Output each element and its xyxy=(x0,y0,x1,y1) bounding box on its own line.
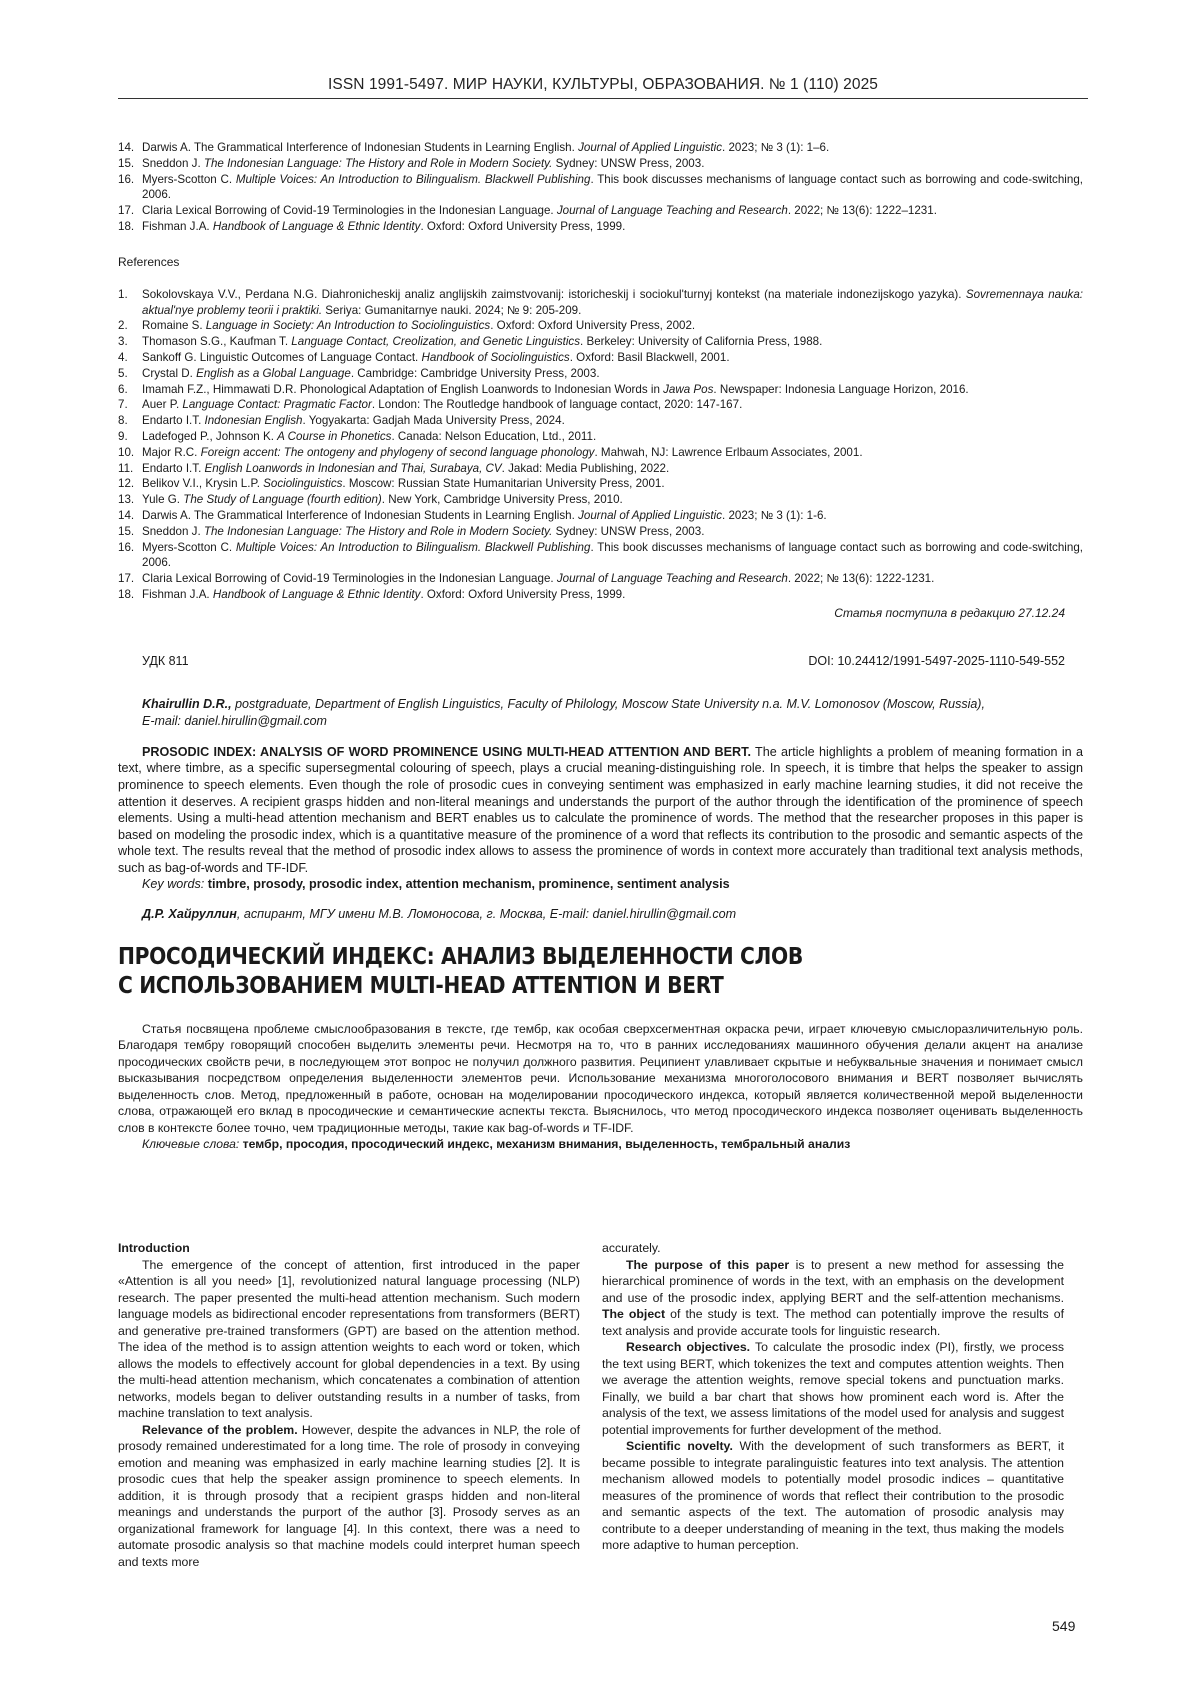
reference-text: Myers-Scotton C. xyxy=(142,173,236,186)
reference-item xyxy=(118,350,1083,366)
content xyxy=(118,140,1083,1152)
reference-publication: . Berkeley: University of California Press, 1988. xyxy=(580,335,822,348)
reference-source-title: Sociolinguistics xyxy=(263,477,342,490)
reference-number: 2. xyxy=(118,318,128,334)
reference-item xyxy=(118,156,1083,172)
article-title-ru xyxy=(118,943,1077,1001)
reference-text: Sneddon J. xyxy=(142,157,204,170)
reference-text: Thomason S.G., Kaufman T. xyxy=(142,335,291,348)
reference-number: 14. xyxy=(118,140,134,156)
reference-text: Darwis A. The Grammatical Interference of Indonesian Students in Learning English. xyxy=(142,141,578,154)
reference-source-title: English Loanwords in Indonesian and Thai, Surabaya, CV xyxy=(205,462,502,475)
reference-number: 12. xyxy=(118,476,134,492)
reference-item xyxy=(118,219,1083,235)
relevance-paragraph xyxy=(118,1422,580,1571)
reference-item xyxy=(118,571,1083,587)
reference-source-title: Handbook of Language & Ethnic Identity xyxy=(213,588,421,601)
reference-number: 11. xyxy=(118,461,133,477)
reference-item xyxy=(118,382,1083,398)
reference-text: Myers-Scotton C. xyxy=(142,541,236,554)
reference-publication: . This book discusses mechanisms of language contact such as borrowing and code-switching, 2006. xyxy=(142,173,1083,202)
author-ru-name: Д.Р. Хайруллин xyxy=(142,907,237,921)
reference-publication: . 2022; № 13(6): 1222-1231. xyxy=(788,572,935,585)
reference-text: Endarto I.T. xyxy=(142,414,205,427)
reference-number: 18. xyxy=(118,219,134,235)
abstract-en-title: PROSODIC INDEX: ANALYSIS OF WORD PROMINENCE USING MULTI-HEAD ATTENTION AND BERT. xyxy=(142,745,751,759)
reference-publication: . Newspaper: Indonesia Language Horizon, 2016. xyxy=(713,383,968,396)
reference-source-title: Foreign accent: The ontogeny and phylogeny of second language phonology xyxy=(201,446,595,459)
reference-item xyxy=(118,203,1083,219)
reference-text: Darwis A. The Grammatical Interference of Indonesian Students in Learning English. xyxy=(142,509,578,522)
reference-source-title: Indonesian English xyxy=(205,414,303,427)
reference-item xyxy=(118,397,1083,413)
reference-number: 3. xyxy=(118,334,128,350)
author-en-name: Khairullin D.R., xyxy=(142,697,232,711)
introduction-heading: Introduction xyxy=(118,1240,580,1257)
abstract-en-text: The article highlights a problem of meaning formation in a text, where timbre, as a specific supersegmental colouring of speech, plays a crucial meaning-distinguishing role. In speech, it is timbre that helps the speaker to assign prominence to speech elements. Even though the role of prosodic cues in conveying sentiment was emphasized in early machine learning studies, it did not receive the attention it deserves. A recipient grasps hidden and non-literal meanings and understands the purport of the author through the identification of the prominence of speech elements. Using a multi-head attention mechanism and BERT enables us to calculate the prominence of words. The method that the researcher proposes in this paper is based on modeling the prosodic index, which is a quantitative measure of the prominence of a word that reflects its contribution to the prosodic and semantic aspects of the whole text. The results reveal that the method of prosodic index allows to assess the prominence of words in context more accurately than traditional text analysis methods, such as bag-of-words and TF-IDF. xyxy=(118,745,1083,875)
reference-text: Belikov V.I., Krysin L.P. xyxy=(142,477,263,490)
reference-item xyxy=(118,429,1083,445)
author-en-affiliation: postgraduate, Department of English Linguistics, Faculty of Philology, Moscow State University n.a. M.V. Lomonosov (Moscow, Russia), xyxy=(232,697,985,711)
reference-number: 15. xyxy=(118,524,134,540)
reference-text: Endarto I.T. xyxy=(142,462,205,475)
reference-publication: . Oxford: Oxford University Press, 1999. xyxy=(420,588,625,601)
reference-item xyxy=(118,172,1083,204)
author-en-email: E-mail: daniel.hirullin@gmail.com xyxy=(142,714,327,728)
reference-publication: . Jakad: Media Publishing, 2022. xyxy=(502,462,670,475)
reference-publication: . 2022; № 13(6): 1222–1231. xyxy=(788,204,937,217)
left-column xyxy=(118,1240,580,1570)
author-ru-text: , аспирант, МГУ имени М.В. Ломоносова, г. Москва, E-mail: daniel.hirullin@gmail.com xyxy=(237,907,736,921)
right-column xyxy=(602,1240,1064,1554)
reference-number: 16. xyxy=(118,172,134,188)
reference-text: Ladefoged P., Johnson K. xyxy=(142,430,277,443)
reference-publication: . Oxford: Oxford University Press, 2002. xyxy=(490,319,695,332)
author-en xyxy=(142,696,1083,730)
object-label: The object xyxy=(602,1307,665,1321)
reference-item xyxy=(118,540,1083,572)
reference-item xyxy=(118,140,1083,156)
reference-publication: . Moscow: Russian State Humanitarian University Press, 2001. xyxy=(342,477,664,490)
reference-source-title: Handbook of Language & Ethnic Identity xyxy=(213,220,421,233)
reference-publication: . This book discusses mechanisms of language contact such as borrowing and code-switching, 2006. xyxy=(142,541,1083,570)
keywords-en-label: Key words: xyxy=(142,877,204,891)
reference-number: 10. xyxy=(118,445,134,461)
reference-number: 6. xyxy=(118,382,128,398)
reference-source-title: The Study of Language (fourth edition) xyxy=(183,493,382,506)
udk: УДК 811 xyxy=(142,654,189,668)
reference-number: 9. xyxy=(118,429,128,445)
reference-item xyxy=(118,287,1083,319)
reference-item xyxy=(118,366,1083,382)
reference-source-title: Language Contact, Creolization, and Genetic Linguistics xyxy=(291,335,580,348)
header-rule xyxy=(118,98,1088,99)
reference-item xyxy=(118,334,1083,350)
keywords-ru xyxy=(118,1136,1083,1152)
reference-item xyxy=(118,318,1083,334)
doi: DOI: 10.24412/1991-5497-2025-1110-549-552 xyxy=(808,654,1065,668)
reference-source-title: Language Contact: Pragmatic Factor xyxy=(182,398,371,411)
reference-number: 18. xyxy=(118,587,134,603)
reference-number: 4. xyxy=(118,350,128,366)
page-number: 549 xyxy=(1052,1618,1075,1634)
reference-number: 14. xyxy=(118,508,134,524)
keywords-ru-label: Ключевые слова: xyxy=(142,1137,239,1151)
author-ru xyxy=(142,907,1083,921)
reference-text: Sankoff G. Linguistic Outcomes of Language Contact. xyxy=(142,351,422,364)
reference-item xyxy=(118,476,1083,492)
reference-text: Fishman J.A. xyxy=(142,220,213,233)
reference-text: Yule G. xyxy=(142,493,183,506)
keywords-ru-text: тембр, просодия, просодический индекс, механизм внимания, выделенность, тембральный анализ xyxy=(239,1137,850,1151)
reference-number: 16. xyxy=(118,540,134,556)
objectives-paragraph xyxy=(602,1339,1064,1438)
reference-item xyxy=(118,524,1083,540)
reference-item xyxy=(118,413,1083,429)
reference-publication: Sydney: UNSW Press, 2003. xyxy=(552,157,704,170)
reference-number: 17. xyxy=(118,571,134,587)
reference-publication: . Cambridge: Cambridge University Press, 2003. xyxy=(351,367,600,380)
continued-text: accurately. xyxy=(602,1240,1064,1257)
intro-paragraph: The emergence of the concept of attention, first introduced in the paper «Attention is all you need» [1], revolutionized natural language processing (NLP) research. The paper presented the multi-head attention mechanism. Such modern language models as bidirectional encoder representations from transformers (BERT) and generative pre-trained transformers (GPT) are based on the attention method. The idea of the method is to assign attention weights to each word or token, which allows the models to effectively account for global dependencies in a text. By using the multi-head attention mechanism, which concatenates a combination of attention networks, models began to deliver outstanding results in a number of tasks, from machine translation to text analysis. xyxy=(118,1257,580,1422)
reference-publication: . New York, Cambridge University Press, 2010. xyxy=(382,493,623,506)
reference-source-title: The Indonesian Language: The History and Role in Modern Society. xyxy=(204,157,552,170)
reference-text: Major R.C. xyxy=(142,446,201,459)
udk-doi-row xyxy=(118,654,1083,672)
reference-publication: . 2023; № 3 (1): 1–6. xyxy=(722,141,829,154)
object-text: of the study is text. The method can potentially improve the results of text analysis and provide accurate tools for linguistic research. xyxy=(602,1307,1064,1338)
reference-source-title: Handbook of Sociolinguistics xyxy=(422,351,570,364)
annotation-ru: Статья посвящена проблеме смыслообразования в тексте, где тембр, как особая сверхсегментная окраска речи, играет ключевую смыслоразличительную роль. Благодаря тембру говорящий способен выделить элементы речи. Несмотря на то, что в ранних исследованиях машинного обучения делали акцент на анализе просодических свойств речи, в последующем этот вопрос не получил должного развития. Реципиент улавливает скрытые и небуквальные значения и понимает смысл высказывания посредством определения выделенности элементов речи. Использование механизма многоголосового внимания и BERT позволяет вычислять выделенность слов. Метод, предложенный в работе, основан на моделировании просодического индекса, который является количественной мерой выделенности слова, отражающей его вклад в просодические и семантические аспекты текста. Выяснилось, что метод просодического индекса позволяет оценивать выделенность слов в контексте более точно, чем традиционные методы, такие как bag-of-words и TF-IDF. xyxy=(118,1021,1083,1136)
reference-source-title: Journal of Applied Linguistic xyxy=(578,509,722,522)
top-reference-list xyxy=(118,140,1083,235)
reference-publication: . London: The Routledge handbook of language contact, 2020: 147-167. xyxy=(372,398,742,411)
reference-number: 5. xyxy=(118,366,128,382)
relevance-text: However, despite the advances in NLP, the role of prosody remained underestimated for a long time. The role of prosody in conveying emotion and meaning was emphasized in early machine learning studies [2]. It is prosodic cues that help the speaker assign prominence to speech elements. In addition, it is through prosody that a recipient grasps hidden and non-literal meanings and understands the purport of the author [3]. Prosody serves as an organizational framework for language [4]. In this context, there was a need to automate prosodic analysis so that machine models could interpret human speech and texts more xyxy=(118,1423,580,1569)
reference-source-title: The Indonesian Language: The History and Role in Modern Society. xyxy=(204,525,552,538)
keywords-en xyxy=(118,876,1083,893)
reference-text: Claria Lexical Borrowing of Covid-19 Terminologies in the Indonesian Language. xyxy=(142,204,557,217)
reference-number: 15. xyxy=(118,156,134,172)
reference-source-title: Language in Society: An Introduction to Sociolinguistics xyxy=(206,319,490,332)
reference-publication: Sydney: UNSW Press, 2003. xyxy=(552,525,704,538)
objectives-label: Research objectives. xyxy=(626,1340,750,1354)
novelty-paragraph xyxy=(602,1438,1064,1554)
reference-source-title: Multiple Voices: An Introduction to Bilingualism. Blackwell Publishing xyxy=(236,173,591,186)
reference-publication: . Yogyakarta: Gadjah Mada University Press, 2024. xyxy=(303,414,565,427)
received-note: Статья поступила в редакцию 27.12.24 xyxy=(118,606,1083,620)
reference-text: Sokolovskaya V.V., Perdana N.G. Diahronicheskij analiz anglijskih zaimstvovanij: istoricheskij i sociokul'turnyj kontekst (na materiale indonezijskogo yazyka). xyxy=(142,288,966,301)
article-title-ru-line1: ПРОСОДИЧЕСКИЙ ИНДЕКС: АНАЛИЗ ВЫДЕЛЕННОСТИ СЛОВ xyxy=(118,943,1077,972)
reference-item xyxy=(118,461,1083,477)
purpose-text: is to present a new method for assessing the hierarchical prominence of words in the text, with an emphasis on the development and use of the prosodic index, applying BERT and the self-attention mechanisms. xyxy=(602,1258,1064,1305)
reference-text: Claria Lexical Borrowing of Covid-19 Terminologies in the Indonesian Language. xyxy=(142,572,557,585)
reference-text: Fishman J.A. xyxy=(142,588,213,601)
reference-item xyxy=(118,492,1083,508)
reference-source-title: Multiple Voices: An Introduction to Bilingualism. Blackwell Publishing xyxy=(236,541,591,554)
novelty-label: Scientific novelty. xyxy=(626,1439,733,1453)
novelty-text: With the development of such transformers as BERT, it became possible to integrate paralinguistic features into text analysis. The attention mechanism allowed models to potentially model prosodic indices – quantitative measures of the prominence of words that reflect their contribution to the prosodic and semantic aspects of the text. The automation of prosodic analysis may contribute to a deeper understanding of meaning in the text, thus making the models more adaptive to human perception. xyxy=(602,1439,1064,1552)
reference-text: Crystal D. xyxy=(142,367,196,380)
reference-number: 17. xyxy=(118,203,134,219)
reference-text: Romaine S. xyxy=(142,319,206,332)
reference-number: 1. xyxy=(118,287,128,303)
objectives-text: To calculate the prosodic index (PI), firstly, we process the text using BERT, which tokenizes the text and computes attention weights. Then we average the attention weights, remove special tokens and punctuation marks. Finally, we build a bar chart that shows how prominent each word is. After the analysis of the text, we assess limitations of the model used for analysis and suggest potential improvements for further development of the method. xyxy=(602,1340,1064,1437)
reference-source-title: Journal of Language Teaching and Research xyxy=(557,204,788,217)
reference-publication: . Oxford: Oxford University Press, 1999. xyxy=(420,220,625,233)
reference-item xyxy=(118,445,1083,461)
reference-publication: . Oxford: Basil Blackwell, 2001. xyxy=(570,351,730,364)
reference-source-title: Sovremennaya nauka: aktual'nye problemy teorii i praktiki. xyxy=(142,288,1083,317)
article-title-ru-line2: С ИСПОЛЬЗОВАНИЕМ MULTI-HEAD ATTENTION И BERT xyxy=(118,972,1077,1001)
abstract-en xyxy=(118,744,1083,877)
reference-text: Sneddon J. xyxy=(142,525,204,538)
reference-number: 8. xyxy=(118,413,128,429)
reference-publication: . Mahwah, NJ: Lawrence Erlbaum Associates, 2001. xyxy=(594,446,862,459)
relevance-label: Relevance of the problem. xyxy=(142,1423,298,1437)
purpose-paragraph xyxy=(602,1257,1064,1340)
reference-source-title: Journal of Applied Linguistic xyxy=(578,141,722,154)
reference-item xyxy=(118,508,1083,524)
reference-publication: . Canada: Nelson Education, Ltd., 2011. xyxy=(391,430,596,443)
keywords-en-text: timbre, prosody, prosodic index, attention mechanism, prominence, sentiment analysis xyxy=(204,877,729,891)
reference-publication: . 2023; № 3 (1): 1-6. xyxy=(722,509,827,522)
reference-source-title: Jawa Pos xyxy=(663,383,713,396)
references-heading: References xyxy=(118,255,1083,269)
reference-source-title: A Course in Phonetics xyxy=(277,430,391,443)
reference-number: 7. xyxy=(118,397,128,413)
reference-item xyxy=(118,587,1083,603)
reference-source-title: Journal of Language Teaching and Research xyxy=(557,572,788,585)
reference-publication: Seriya: Gumanitarnye nauki. 2024; № 9: 205-209. xyxy=(322,304,581,317)
reference-number: 13. xyxy=(118,492,134,508)
reference-text: Auer P. xyxy=(142,398,182,411)
purpose-label: The purpose of this paper xyxy=(626,1258,789,1272)
reference-list xyxy=(118,287,1083,603)
reference-text: Imamah F.Z., Himmawati D.R. Phonological Adaptation of English Loanwords to Indonesian Words in xyxy=(142,383,663,396)
running-header: ISSN 1991-5497. МИР НАУКИ, КУЛЬТУРЫ, ОБРАЗОВАНИЯ. № 1 (110) 2025 xyxy=(118,76,1088,94)
reference-source-title: English as a Global Language xyxy=(196,367,351,380)
page xyxy=(0,0,1200,1697)
